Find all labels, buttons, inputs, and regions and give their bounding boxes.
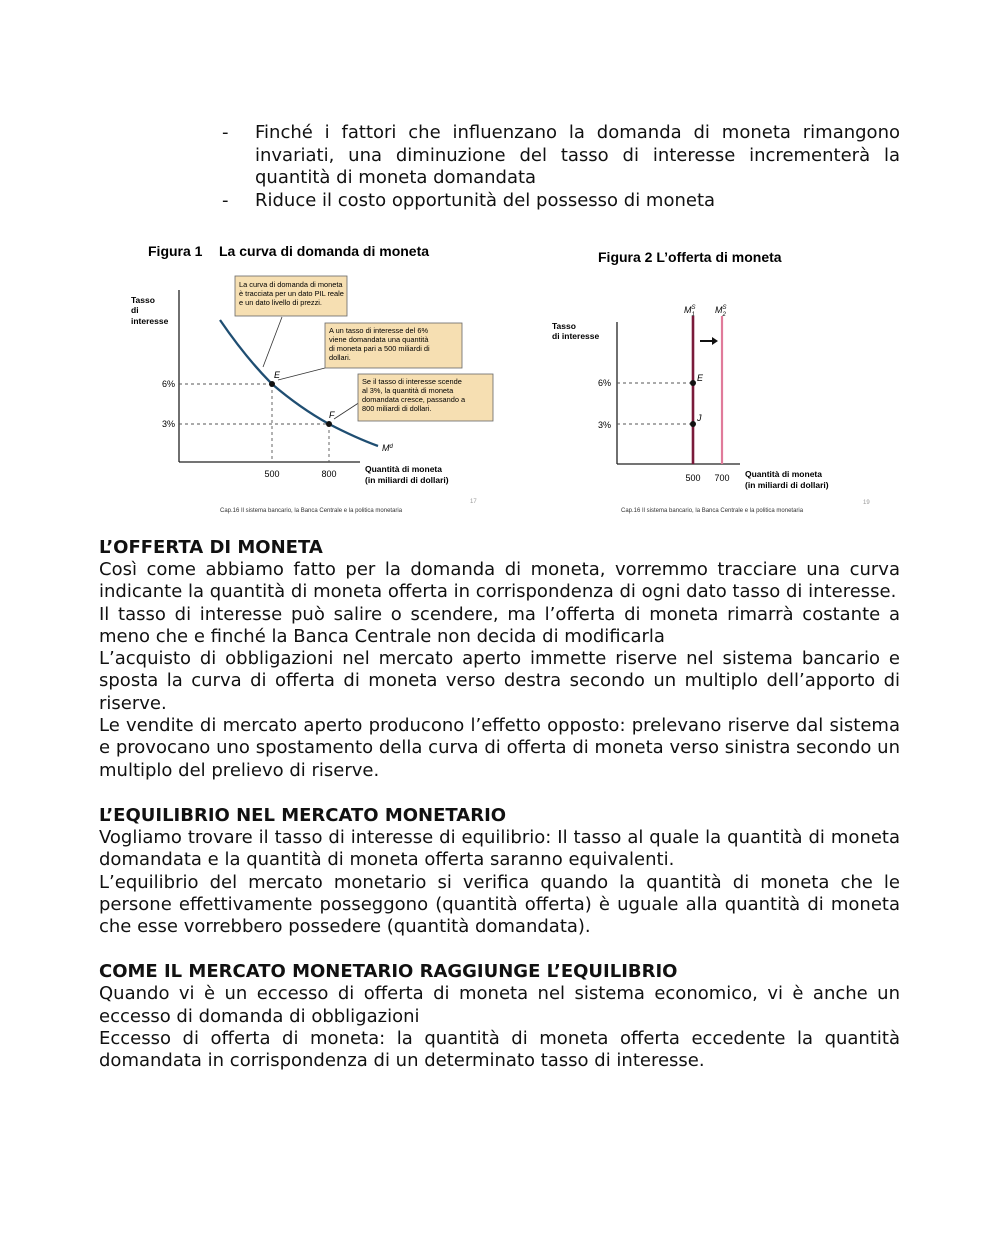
callout-box-2-text: A un tasso di interesse del 6% viene domandata una quantità di moneta pari a 500 miliardi di dollari. — [329, 326, 430, 362]
paragraph: Il tasso di interesse può salire o scendere, ma l’offerta di moneta rimarrà costante a meno che e finché la Banca Centrale non decida di modificarla — [99, 603, 900, 647]
section-offerta — [99, 536, 900, 782]
bullet-text: Finché i fattori che influenzano la domanda di moneta rimangono invariati, una diminuzione del tasso di interesse incrementerà la quantità di moneta domandata — [255, 122, 900, 188]
figure1-ytick-3: 3% — [161, 419, 175, 429]
section-heading: L’OFFERTA DI MONETA — [99, 537, 323, 558]
figure1-xtick-800: 800 — [321, 469, 337, 479]
section-heading: L’EQUILIBRIO NEL MERCATO MONETARIO — [99, 804, 507, 826]
figure2-caption: Cap.16 Il sistema bancario, la Banca Centrale e la politica monetaria — [621, 508, 804, 514]
figure2-ytick-3: 3% — [597, 420, 611, 430]
callout-box-1-text: La curva di domanda di moneta è tracciata per un dato PIL reale e un dato livello di prezzi. — [239, 280, 344, 307]
figure2-xlabel: Quantità di moneta (in miliardi di dollari) — [745, 469, 829, 490]
point-e-marker — [269, 381, 275, 387]
document-body — [99, 536, 900, 1073]
figure1-ytick-6: 6% — [161, 379, 175, 389]
section-equilibrio — [99, 804, 900, 938]
shift-arrow-head-icon — [712, 337, 718, 345]
paragraph: Quando vi è un eccesso di offerta di moneta nel sistema economico, vi è anche un eccesso di domanda di obbligazioni — [99, 983, 900, 1027]
bullet-item: - Finché i fattori che influenzano la domanda di moneta rimangono invariati, una diminuzione del tasso di interesse incrementerà la quantità di moneta domandata — [222, 122, 900, 188]
figure1-title: La curva di domanda di moneta — [219, 243, 430, 259]
ms1-label: $M^S$ 1 — [684, 305, 696, 318]
section-heading: COME IL MERCATO MONETARIO RAGGIUNGE L’EQUILIBRIO — [99, 961, 678, 983]
point-e-marker — [690, 380, 696, 386]
figure1-xlabel: Quantità di moneta (in miliardi di dollari) — [365, 464, 449, 485]
paragraph: Le vendite di mercato aperto producono l’effetto opposto: prelevano riserve dal sistema e provocano uno spostamento della curva di offerta di moneta verso sinistra secondo un multiplo del prelievo di riserve. — [99, 715, 900, 781]
figure2-page-number: 19 — [863, 500, 870, 506]
figure2-ylabel: Tasso di interesse — [552, 321, 600, 341]
figure1-point-f-label: F — [329, 410, 335, 420]
figure1-ylabel: Tasso di interesse — [131, 295, 169, 326]
figure2-xtick-500: 500 — [685, 473, 701, 483]
bullet-text: Riduce il costo opportunità del possesso di moneta — [255, 189, 716, 211]
callout-line-3 — [334, 402, 360, 419]
figure2-ytick-6: 6% — [597, 378, 611, 388]
paragraph: Vogliamo trovare il tasso di interesse di equilibrio: Il tasso al quale la quantità di moneta domandata e la quantità di moneta offerta saranno equivalenti. — [99, 826, 900, 871]
figure1-caption: Cap.16 Il sistema bancario, la Banca Centrale e la politica monetaria — [220, 508, 403, 514]
point-j-marker — [690, 421, 696, 427]
callout-line-1 — [263, 317, 282, 367]
figure2-xtick-700: 700 — [714, 473, 730, 483]
callout-box-3-text: Se il tasso di interesse scende al 3%, la quantità di moneta domandata cresce, passando a 800 miliardi di dollari. — [362, 377, 466, 413]
figure1-title-number: Figura 1 — [148, 243, 203, 259]
point-f-marker — [326, 421, 332, 427]
figure1-point-e-label: E — [274, 370, 281, 380]
figure1-page-number: 17 — [470, 499, 477, 505]
figure2-point-j-label: J — [697, 413, 702, 423]
paragraph: L’equilibrio del mercato monetario si verifica quando la quantità di moneta che le persone effettivamente posseggono (quantità offerta) è uguale alla quantità di moneta che esse vorrebbero possedere (quantità domandata). — [99, 871, 900, 938]
bullet-list — [222, 122, 900, 212]
paragraph: L’acquisto di obbligazioni nel mercato aperto immette riserve nel sistema bancario e sposta la curva di offerta di moneta verso destra secondo un multiplo dell’apporto di riserve. — [99, 648, 900, 714]
figure-2 — [545, 240, 880, 522]
demand-curve-label: $M^d$ — [382, 443, 393, 453]
figure-1 — [120, 232, 500, 522]
paragraph: Così come abbiamo fatto per la domanda di moneta, vorremmo tracciare una curva indicante la quantità di moneta offerta in corrispondenza di ogni dato tasso di interesse. — [99, 559, 900, 603]
section-raggiunge-equilibrio — [99, 960, 900, 1072]
callout-line-2 — [278, 368, 325, 380]
figure2-point-e-label: E — [697, 373, 704, 383]
ms2-label: $M^S$ 2 — [715, 305, 727, 318]
bullet-item: - Riduce il costo opportunità del possesso di moneta — [222, 189, 716, 211]
figure1-xtick-500: 500 — [264, 469, 280, 479]
figure2-title: Figura 2 L’offerta di moneta — [598, 249, 782, 265]
paragraph: Eccesso di offerta di moneta: la quantità di moneta offerta eccedente la quantità domandata in corrispondenza di un determinato tasso di interesse. — [99, 1028, 900, 1072]
